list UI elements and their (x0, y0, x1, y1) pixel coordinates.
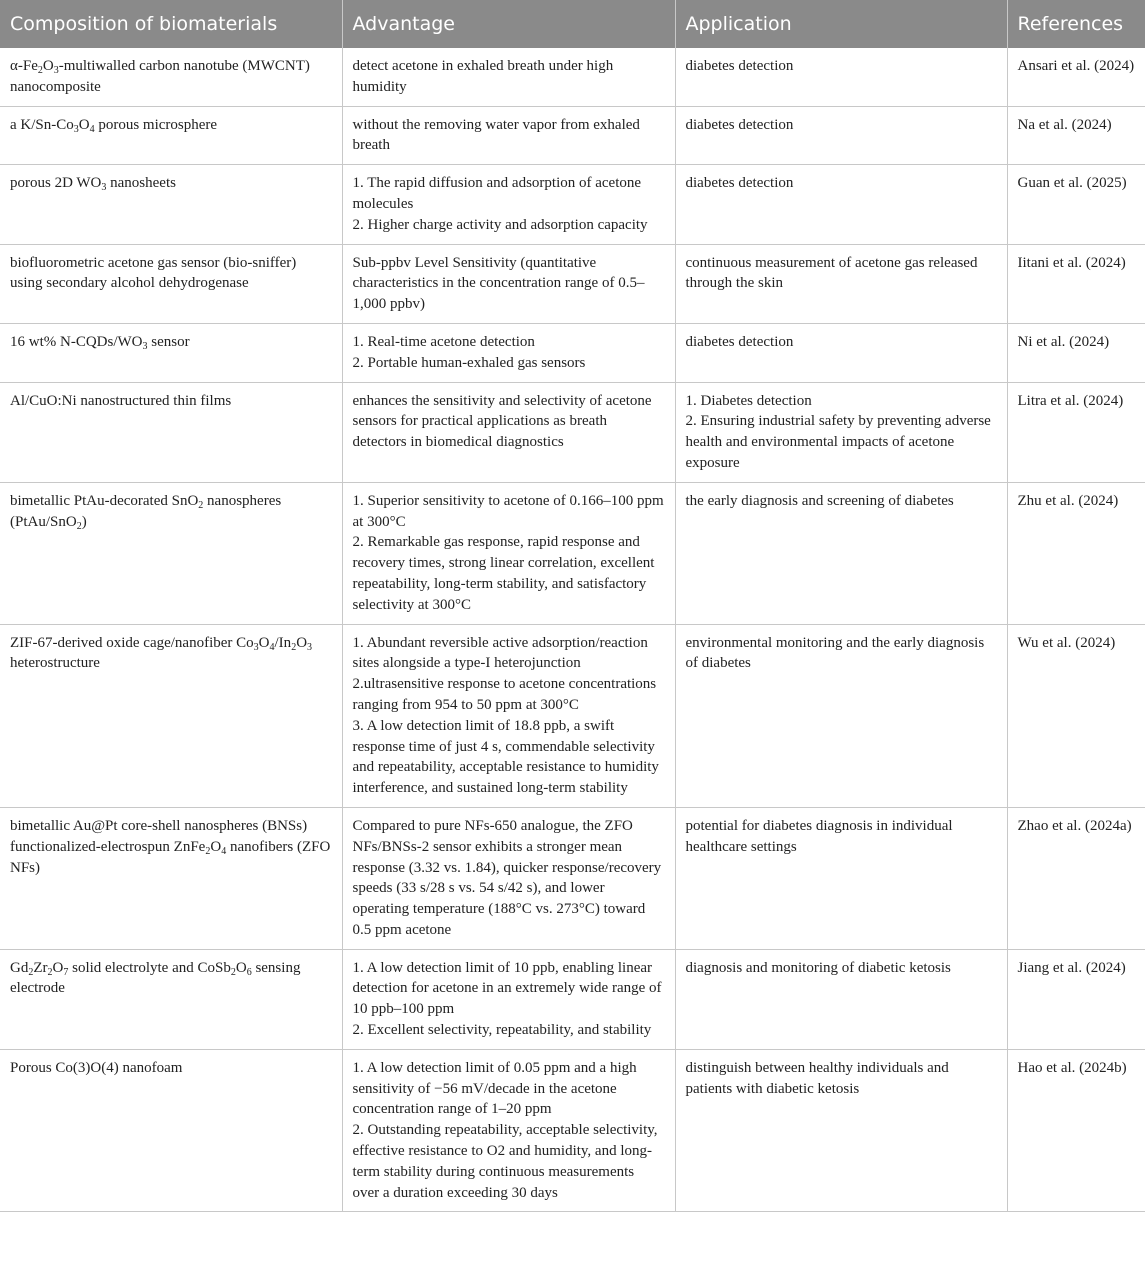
cell-application-line: potential for diabetes diagnosis in individual healthcare settings (685, 817, 953, 855)
cell-reference: Litra et al. (2024) (1007, 382, 1145, 482)
cell-application (675, 106, 1007, 165)
cell-composition: $Gd_2Zr_2O_7$ solid electrolyte and $CoSb_2O_6$ sensing electrode (0, 949, 342, 1049)
cell-application (675, 244, 1007, 323)
cell-application (675, 1049, 1007, 1212)
cell-advantage-line: Sub-ppbv Level Sensitivity (quantitative characteristics in the concentration range of 0.5–1,000 ppbv) (352, 254, 645, 313)
cell-application-line: diabetes detection (685, 58, 794, 74)
cell-advantage-line: 2. Remarkable gas response, rapid response and recovery times, strong linear correlation, excellent repeatability, long-term stability, and satisfactory selectivity at 300°C (352, 534, 655, 613)
table-row (0, 624, 1145, 807)
cell-application-line: 1. Diabetes detection (685, 392, 812, 409)
cell-advantage-line: 1. Superior sensitivity to acetone of 0.166–100 ppm at 300°C (352, 492, 664, 530)
cell-composition: ZIF-67-derived oxide cage/nanofiber $Co_3O_4/In_2O_3$ heterostructure (0, 624, 342, 807)
cell-advantage-line: without the removing water vapor from exhaled breath (352, 116, 640, 154)
cell-reference: Ansari et al. (2024) (1007, 48, 1145, 106)
cell-advantage-line: Compared to pure NFs-650 analogue, the ZFO NFs/BNSs-2 sensor exhibits a stronger mean response (3.32 vs. 1.84), quicker response/recovery speeds (33 s/28 s vs. 54 s/42 s), and lower operating temperature (188°C vs. 273°C) toward 0.5 ppm acetone (352, 817, 662, 938)
cell-advantage (342, 244, 675, 323)
cell-application-line: diagnosis and monitoring of diabetic ketosis (685, 959, 951, 976)
table-row (0, 807, 1145, 949)
cell-application (675, 482, 1007, 624)
cell-advantage (342, 323, 675, 382)
header-row (0, 0, 1145, 48)
cell-advantage (342, 949, 675, 1049)
cell-advantage-line: detect acetone in exhaled breath under high humidity (352, 58, 614, 95)
cell-advantage (342, 165, 675, 244)
cell-composition: biofluorometric acetone gas sensor (bio-sniffer) using secondary alcohol dehydrogenase (0, 244, 342, 323)
cell-advantage (342, 1049, 675, 1212)
cell-composition: bimetallic Au@Pt core-shell nanospheres (BNSs) functionalized-electrospun $ZnFe_2O_4$ nanofibers (ZFO NFs) (0, 807, 342, 949)
cell-reference: Zhu et al. (2024) (1007, 482, 1145, 624)
table-row (0, 949, 1145, 1049)
cell-reference: Zhao et al. (2024a) (1007, 807, 1145, 949)
table-body (0, 48, 1145, 1212)
cell-composition: porous 2D $WO_3$ nanosheets (0, 165, 342, 244)
cell-composition: Porous Co(3)O(4) nanofoam (0, 1049, 342, 1212)
table-row (0, 382, 1145, 482)
cell-application-line: continuous measurement of acetone gas released through the skin (685, 254, 978, 292)
cell-advantage-line: 1. A low detection limit of 10 ppb, enabling linear detection for acetone in an extremely wide range of 10 ppb–100 ppm (352, 959, 662, 1018)
cell-advantage-line: 1. A low detection limit of 0.05 ppm and a high sensitivity of −56 mV/decade in the acetone concentration range of 1–20 ppm (352, 1059, 637, 1118)
cell-application-line: 2. Ensuring industrial safety by preventing adverse health and environmental impacts of acetone exposure (685, 413, 991, 471)
cell-application-line: distinguish between healthy individuals and patients with diabetic ketosis (685, 1059, 949, 1097)
cell-composition: a $K/Sn-Co_3O_4$ porous microsphere (0, 106, 342, 165)
cell-advantage-line: 2.ultrasensitive response to acetone concentrations ranging from 954 to 50 ppm at 300°C (352, 676, 657, 713)
cell-advantage-line: 2. Portable human-exhaled gas sensors (352, 354, 586, 371)
cell-advantage (342, 807, 675, 949)
cell-application-line: diabetes detection (685, 175, 794, 192)
table-row (0, 1049, 1145, 1212)
cell-composition: 16 wt% $N-CQDs/WO_3$ sensor (0, 323, 342, 382)
header-advantage: Advantage (342, 0, 675, 48)
cell-application (675, 807, 1007, 949)
cell-advantage (342, 382, 675, 482)
cell-composition: bimetallic PtAu-decorated SnO$_2$ nanospheres (PtAu/SnO$_2$) (0, 482, 342, 624)
table-row (0, 482, 1145, 624)
cell-reference: Jiang et al. (2024) (1007, 949, 1145, 1049)
cell-advantage-line: 1. Real-time acetone detection (352, 333, 535, 350)
cell-reference: Iitani et al. (2024) (1007, 244, 1145, 323)
header-references: References (1007, 0, 1145, 48)
cell-application (675, 48, 1007, 106)
table-row (0, 48, 1145, 106)
table-row (0, 106, 1145, 165)
cell-reference: Guan et al. (2025) (1007, 165, 1145, 244)
cell-advantage (342, 624, 675, 807)
header-composition: Composition of biomaterials (0, 0, 342, 48)
cell-application (675, 323, 1007, 382)
table-row (0, 323, 1145, 382)
cell-application-line: diabetes detection (685, 116, 794, 133)
cell-application (675, 624, 1007, 807)
cell-application (675, 949, 1007, 1049)
cell-application-line: environmental monitoring and the early diagnosis of diabetes (685, 634, 985, 672)
cell-advantage-line: 2. Excellent selectivity, repeatability, and stability (352, 1022, 652, 1039)
cell-reference: Ni et al. (2024) (1007, 323, 1145, 382)
cell-reference: Hao et al. (2024b) (1007, 1049, 1145, 1212)
cell-application-line: the early diagnosis and screening of diabetes (685, 492, 954, 509)
cell-advantage (342, 106, 675, 165)
cell-reference: Na et al. (2024) (1007, 106, 1145, 165)
cell-composition: $\alpha-Fe_2O_3$-multiwalled carbon nanotube (MWCNT) nanocomposite (0, 48, 342, 106)
cell-advantage (342, 482, 675, 624)
cell-application (675, 165, 1007, 244)
header-application: Application (675, 0, 1007, 48)
table-row (0, 244, 1145, 323)
cell-advantage-line: 2. Outstanding repeatability, acceptable selectivity, effective resistance to O2 and humidity, and long-term stability during continuous measurements over a duration exceeding 30 days (352, 1122, 658, 1201)
cell-composition: Al/CuO:Ni nanostructured thin films (0, 382, 342, 482)
cell-reference: Wu et al. (2024) (1007, 624, 1145, 807)
cell-advantage-line: 2. Higher charge activity and adsorption capacity (352, 216, 648, 233)
table-row (0, 165, 1145, 244)
cell-application-line: diabetes detection (685, 333, 794, 350)
cell-advantage-line: 1. The rapid diffusion and adsorption of acetone molecules (352, 175, 642, 212)
cell-advantage-line: enhances the sensitivity and selectivity of acetone sensors for practical applications as breath detectors in biomedical diagnostics (352, 392, 652, 451)
cell-application (675, 382, 1007, 482)
cell-advantage-line: 3. A low detection limit of 18.8 ppb, a swift response time of just 4 s, commendable selectivity and repeatability, acceptable resistance to humidity interference, and sustained long-term stability (352, 717, 659, 797)
cell-advantage-line: 1. Abundant reversible active adsorption/reaction sites alongside a type-I heterojunction (352, 634, 648, 672)
cell-advantage (342, 48, 675, 106)
